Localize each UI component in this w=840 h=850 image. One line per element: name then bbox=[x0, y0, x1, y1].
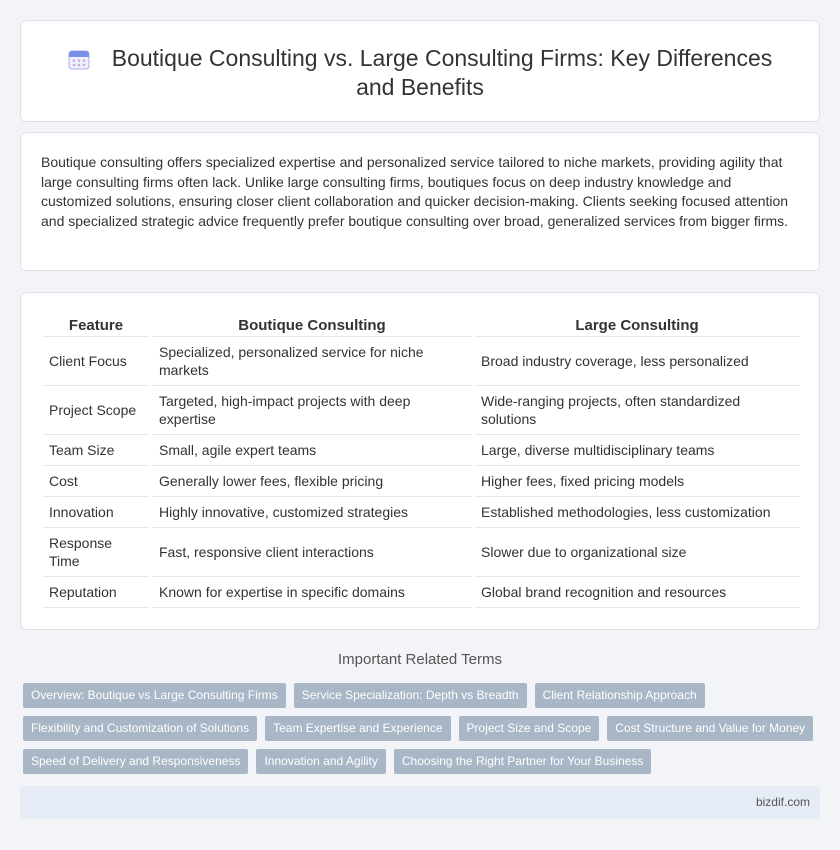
feature-cell: Response Time bbox=[43, 528, 151, 577]
boutique-cell: Small, agile expert teams bbox=[151, 435, 473, 466]
related-term-link[interactable]: Service Specialization: Depth vs Breadth bbox=[294, 683, 527, 708]
large-cell: Higher fees, fixed pricing models bbox=[473, 466, 799, 497]
large-cell: Large, diverse multidisciplinary teams bbox=[473, 435, 799, 466]
page-title-wrap bbox=[21, 44, 819, 102]
title-card bbox=[20, 20, 820, 122]
feature-cell: Reputation bbox=[43, 577, 151, 608]
related-term-link[interactable]: Speed of Delivery and Responsiveness bbox=[23, 749, 248, 774]
table-header-row bbox=[43, 313, 799, 337]
boutique-cell: Generally lower fees, flexible pricing bbox=[151, 466, 473, 497]
related-term-link[interactable]: Overview: Boutique vs Large Consulting Firms bbox=[23, 683, 286, 708]
related-term-link[interactable]: Cost Structure and Value for Money bbox=[607, 716, 813, 741]
related-term-link[interactable]: Innovation and Agility bbox=[256, 749, 385, 774]
related-terms-list bbox=[23, 683, 823, 782]
table-row bbox=[43, 386, 799, 435]
table-row bbox=[43, 466, 799, 497]
large-cell: Established methodologies, less customization bbox=[473, 497, 799, 528]
large-cell: Slower due to organizational size bbox=[473, 528, 799, 577]
related-term-link[interactable]: Project Size and Scope bbox=[459, 716, 600, 741]
related-term-link[interactable]: Client Relationship Approach bbox=[535, 683, 705, 708]
page-title: Boutique Consulting vs. Large Consulting Firms: Key Differences and Benefits bbox=[111, 45, 773, 100]
site-link[interactable]: bizdif.com bbox=[755, 795, 810, 809]
table-row bbox=[43, 337, 799, 386]
header-boutique: Boutique Consulting bbox=[151, 313, 473, 337]
related-term-link[interactable]: Flexibility and Customization of Solutions bbox=[23, 716, 257, 741]
footer bbox=[20, 786, 820, 819]
boutique-cell: Targeted, high-impact projects with deep expertise bbox=[151, 386, 473, 435]
related-term-link[interactable]: Choosing the Right Partner for Your Business bbox=[394, 749, 651, 774]
comparison-card bbox=[20, 292, 820, 630]
related-term-link[interactable]: Team Expertise and Experience bbox=[265, 716, 450, 741]
table-row bbox=[43, 435, 799, 466]
feature-cell: Team Size bbox=[43, 435, 151, 466]
table-row bbox=[43, 528, 799, 577]
header-feature: Feature bbox=[43, 313, 151, 337]
summary-card bbox=[20, 132, 820, 271]
boutique-cell: Highly innovative, customized strategies bbox=[151, 497, 473, 528]
comparison-table bbox=[43, 313, 799, 608]
calendar-icon bbox=[68, 48, 90, 70]
table-row bbox=[43, 577, 799, 608]
boutique-cell: Known for expertise in specific domains bbox=[151, 577, 473, 608]
feature-cell: Project Scope bbox=[43, 386, 151, 435]
feature-cell: Innovation bbox=[43, 497, 151, 528]
header-large: Large Consulting bbox=[473, 313, 799, 337]
related-terms-title: Important Related Terms bbox=[338, 651, 502, 668]
boutique-cell: Specialized, personalized service for niche markets bbox=[151, 337, 473, 386]
table-row bbox=[43, 497, 799, 528]
summary-paragraph: Boutique consulting offers specialized expertise and personalized service tailored to niche markets, providing agility that large consulting firms often lack. Unlike large consulting firms, boutiques focus on deep industry knowledge and customized solutions, ensuring closer client collaboration and quicker decision-making. Clients seeking focused attention and specialized strategic advice frequently prefer boutique consulting over broad, generalized services from bigger firms. bbox=[41, 154, 789, 229]
large-cell: Broad industry coverage, less personalized bbox=[473, 337, 799, 386]
large-cell: Wide-ranging projects, often standardized solutions bbox=[473, 386, 799, 435]
feature-cell: Cost bbox=[43, 466, 151, 497]
boutique-cell: Fast, responsive client interactions bbox=[151, 528, 473, 577]
feature-cell: Client Focus bbox=[43, 337, 151, 386]
large-cell: Global brand recognition and resources bbox=[473, 577, 799, 608]
